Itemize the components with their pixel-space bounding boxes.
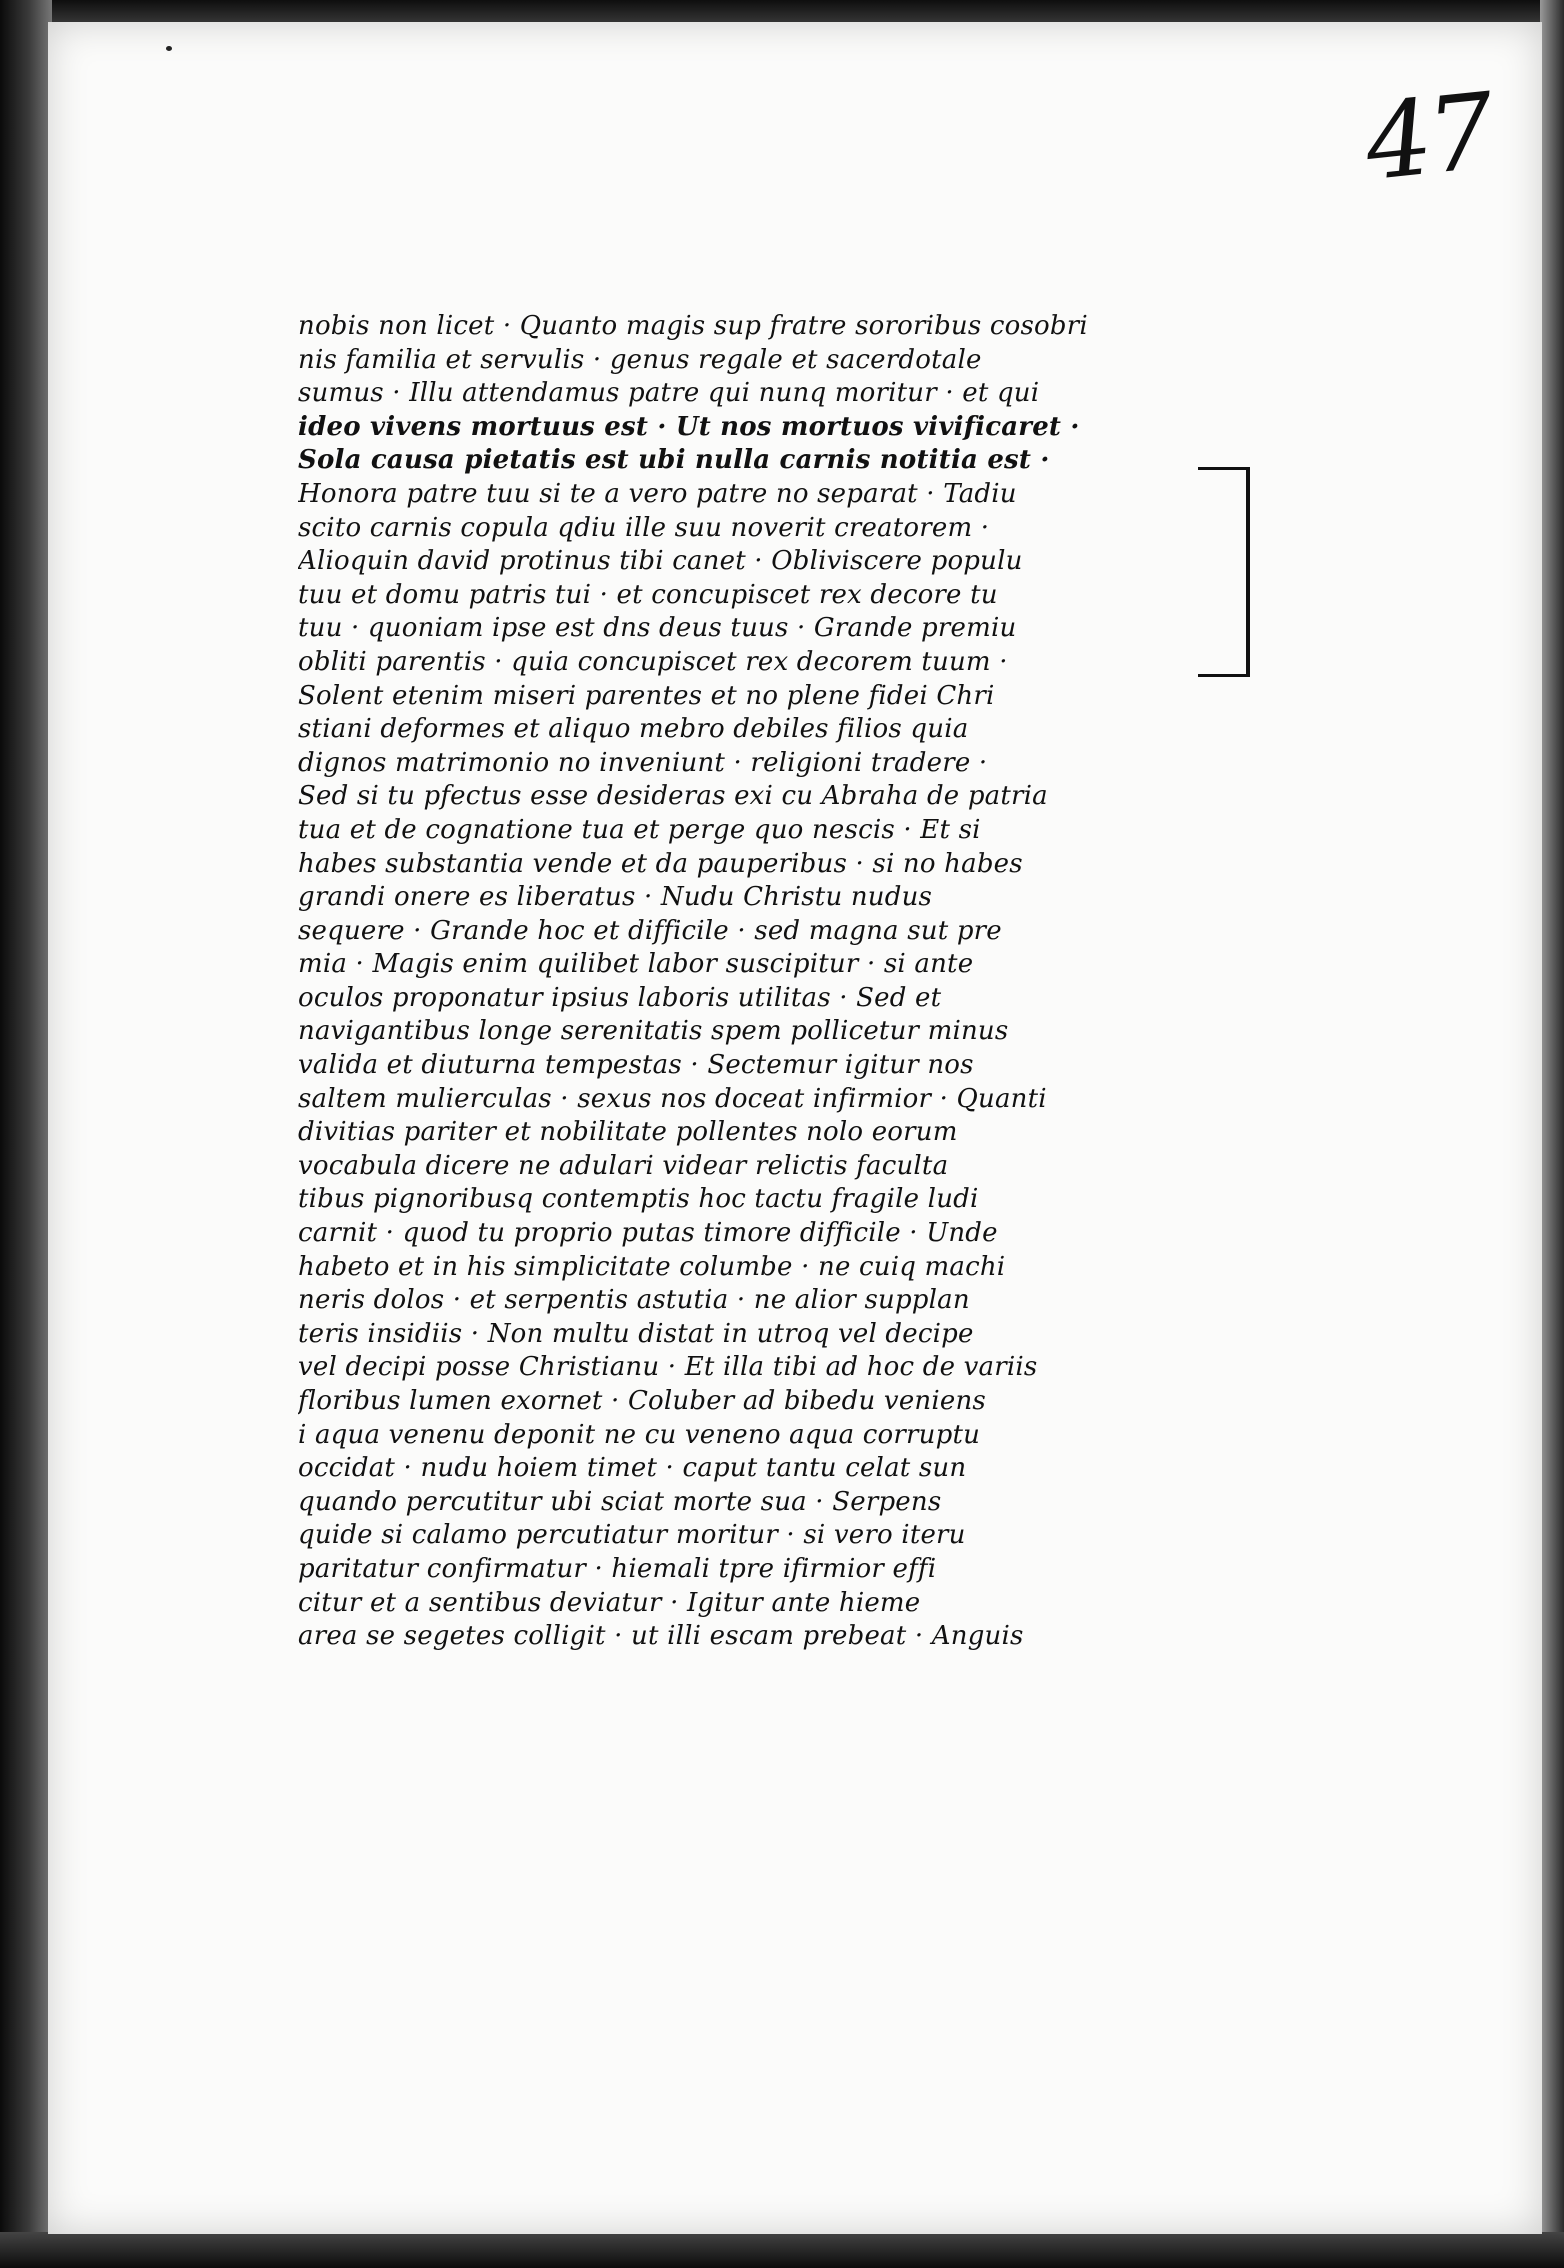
manuscript-line: Solent etenim miseri parentes et no plene fidei Chri [298, 680, 995, 711]
manuscript-line: tuu et domu patris tui · et concupiscet rex decore tu [298, 579, 998, 610]
manuscript-line: nis familia et servulis · genus regale et sacerdotale [298, 344, 982, 375]
manuscript-line: vel decipi posse Christianu · Et illa tibi ad hoc de variis [298, 1352, 1038, 1383]
manuscript-line: occidat · nudu hoiem timet · caput tantu celat sun [298, 1453, 967, 1484]
margin-bracket-tick [1198, 674, 1250, 677]
manuscript-line: sumus · Illu attendamus patre qui nunq moritur · et qui [298, 378, 1040, 409]
manuscript-line: valida et diuturna tempestas · Sectemur igitur nos [298, 1050, 974, 1081]
manuscript-line: navigantibus longe serenitatis spem pollicetur minus [298, 1016, 1009, 1047]
manuscript-line: Sola causa pietatis est ubi nulla carnis notitia est · [298, 445, 1050, 476]
manuscript-line: ideo vivens mortuus est · Ut nos mortuos vivificaret · [298, 411, 1080, 442]
manuscript-line: nobis non licet · Quanto magis sup fratre sororibus cosobri [298, 311, 1088, 341]
manuscript-line: scito carnis copula qdiu ille suu noverit creatorem · [298, 512, 990, 543]
manuscript-line: mia · Magis enim quilibet labor suscipitur · si ante [298, 949, 974, 980]
manuscript-line: divitias pariter et nobilitate pollentes nolo eorum [298, 1117, 958, 1148]
manuscript-line: i aqua venenu deponit ne cu veneno aqua corruptu [298, 1419, 981, 1450]
manuscript-line: vocabula dicere ne adulari videar relictis faculta [298, 1150, 949, 1181]
scan-border-right [1540, 0, 1564, 2268]
manuscript-page [48, 22, 1542, 2234]
manuscript-line: Sed si tu pfectus esse desideras exi cu Abraha de patria [298, 781, 1048, 812]
manuscript-line: citur et a sentibus deviatur · Igitur ante hieme [298, 1587, 921, 1618]
manuscript-line: habeto et in his simplicitate columbe · ne cuiq machi [298, 1251, 1006, 1282]
manuscript-line: tua et de cognatione tua et perge quo nescis · Et si [298, 814, 981, 845]
manuscript-line: oculos proponatur ipsius laboris utilitas · Sed et [298, 982, 942, 1013]
manuscript-line: obliti parentis · quia concupiscet rex decorem tuum · [298, 646, 1008, 677]
manuscript-line: Alioquin david protinus tibi canet · Obliviscere populu [298, 546, 1023, 577]
manuscript-line: dignos matrimonio no inveniunt · religioni tradere · [298, 747, 988, 778]
manuscript-line: floribus lumen exornet · Coluber ad bibedu veniens [298, 1386, 986, 1416]
ink-speck [166, 46, 172, 51]
manuscript-line: area se segetes colligit · ut illi escam prebeat · Anguis [298, 1621, 1024, 1652]
manuscript-line: quando percutitur ubi sciat morte sua · Serpens [298, 1486, 942, 1517]
scan-border-left [0, 0, 52, 2268]
manuscript-line: saltem mulierculas · sexus nos doceat infirmior · Quanti [298, 1083, 1047, 1114]
manuscript-text-block [298, 310, 1248, 1654]
manuscript-line: carnit · quod tu proprio putas timore difficile · Unde [298, 1218, 998, 1249]
scan-border-bottom [0, 2232, 1564, 2268]
margin-bracket-tick [1198, 467, 1250, 470]
folio-number: 47 [1359, 69, 1497, 205]
manuscript-line: tuu · quoniam ipse est dns deus tuus · Grande premiu [298, 613, 1017, 644]
manuscript-line: tibus pignoribusq contemptis hoc tactu fragile ludi [298, 1184, 979, 1215]
manuscript-line: Honora patre tuu si te a vero patre no separat · Tadiu [298, 478, 1017, 509]
margin-bracket [1246, 467, 1250, 677]
manuscript-line: paritatur confirmatur · hiemali tpre ifirmior effi [298, 1553, 937, 1584]
manuscript-line: grandi onere es liberatus · Nudu Christu nudus [298, 882, 933, 913]
manuscript-line: stiani deformes et aliquo mebro debiles filios quia [298, 714, 969, 745]
manuscript-line: quide si calamo percutiatur moritur · si vero iteru [298, 1520, 966, 1551]
manuscript-line: neris dolos · et serpentis astutia · ne alior supplan [298, 1285, 970, 1316]
manuscript-line: sequere · Grande hoc et difficile · sed magna sut pre [298, 915, 1002, 946]
manuscript-line: teris insidiis · Non multu distat in utroq vel decipe [298, 1318, 974, 1349]
manuscript-line: habes substantia vende et da pauperibus · si no habes [298, 848, 1023, 879]
